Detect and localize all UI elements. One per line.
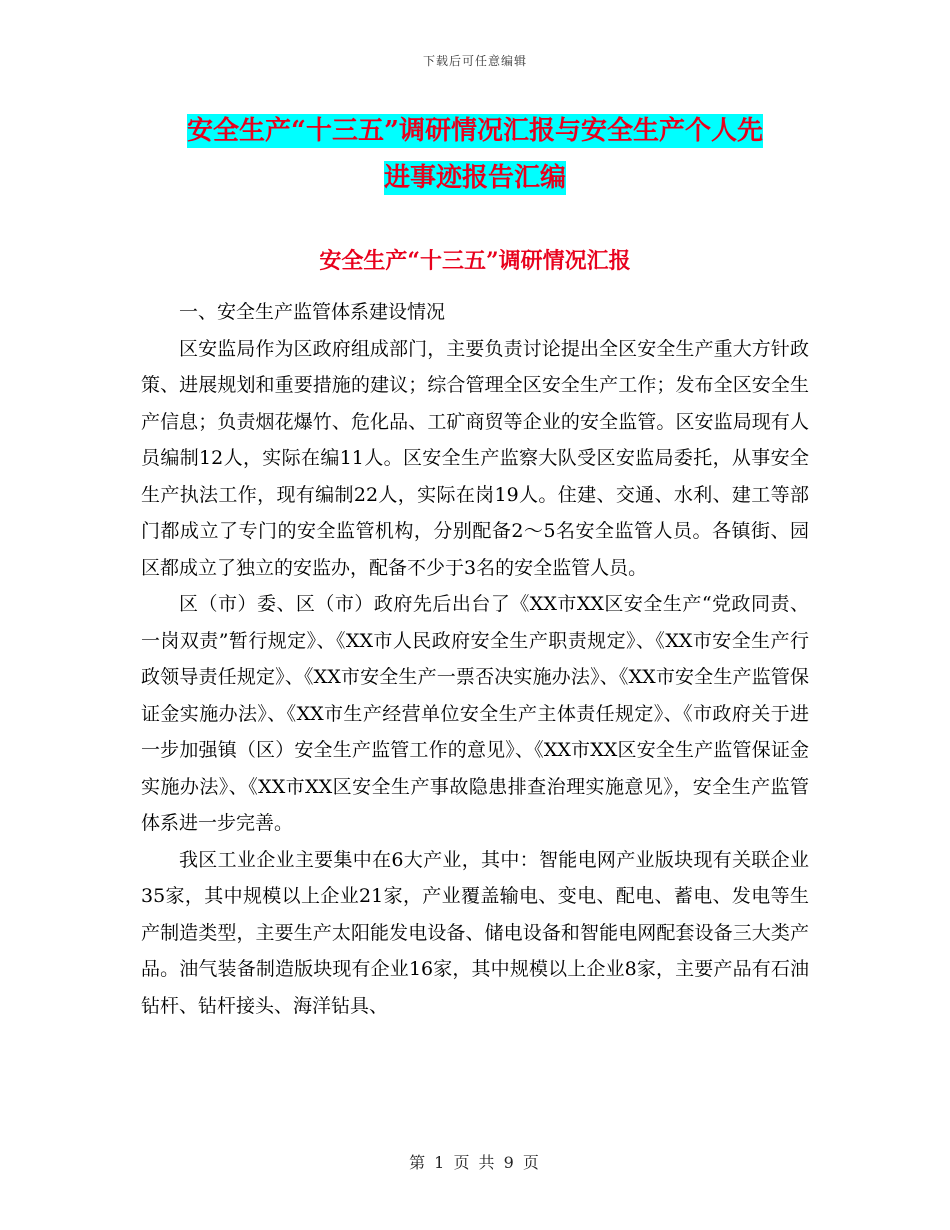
body-paragraph: 区安监局作为区政府组成部门，主要负责讨论提出全区安全生产重大方针政策、进展规划和重要措施的建议；综合管理全区安全生产工作；发布全区安全生产信息；负责烟花爆竹、危化品、工矿商贸等企业的安全监管。区安监局现有人员编制12人，实际在编11人。区安全生产监察大队受区安监局委托，从事安全生产执法工作，现有编制22人，实际在岗19人。住建、交通、水利、建工等部门都成立了专门的安全监管机构，分别配备2～5名安全监管人员。各镇街、园区都成立了独立的安监办，配备不少于3名的安全监管人员。 xyxy=(141,337,809,579)
section-title: 安全生产“十三五”调研情况汇报 xyxy=(319,248,631,274)
page-number: 第 1 页 共 9 页 xyxy=(409,1153,541,1172)
subsection-heading: 一、安全生产监管体系建设情况 xyxy=(179,301,446,323)
body-paragraph: 我区工业企业主要集中在6大产业，其中：智能电网产业版块现有关联企业35家，其中规模以上企业21家，产业覆盖输电、变电、配电、蓄电、发电等生产制造类型，主要生产太阳能发电设备、储电设备和智能电网配套设备三大类产品。油气装备制造版块现有企业16家，其中规模以上企业8家，主要产品有石油钻杆、钻杆接头、海洋钻具、 xyxy=(141,848,809,1017)
document-title xyxy=(140,108,810,202)
document-title-line1: 安全生产“十三五”调研情况汇报与安全生产个人先 xyxy=(187,116,763,146)
header-note: 下载后可任意编辑 xyxy=(422,54,527,68)
body-paragraph: 区（市）委、区（市）政府先后出台了《XX市XX区安全生产“党政同责、一岗双责”暂行规定》、《XX市人民政府安全生产职责规定》、《XX市安全生产行政领导责任规定》、《XX市安全生产一票否决实施办法》、《XX市安全生产监管保证金实施办法》、《XX市生产经营单位安全生产主体责任规定》、《市政府关于进一步加强镇（区）安全生产监管工作的意见》、《XX市XX区安全生产监管保证金实施办法》、《XX市XX区安全生产事故隐患排查治理实施意见》，安全生产监管体系进一步完善。 xyxy=(141,593,809,834)
document-title-line2: 进事迹报告汇编 xyxy=(383,163,566,193)
document-body xyxy=(141,294,809,1024)
